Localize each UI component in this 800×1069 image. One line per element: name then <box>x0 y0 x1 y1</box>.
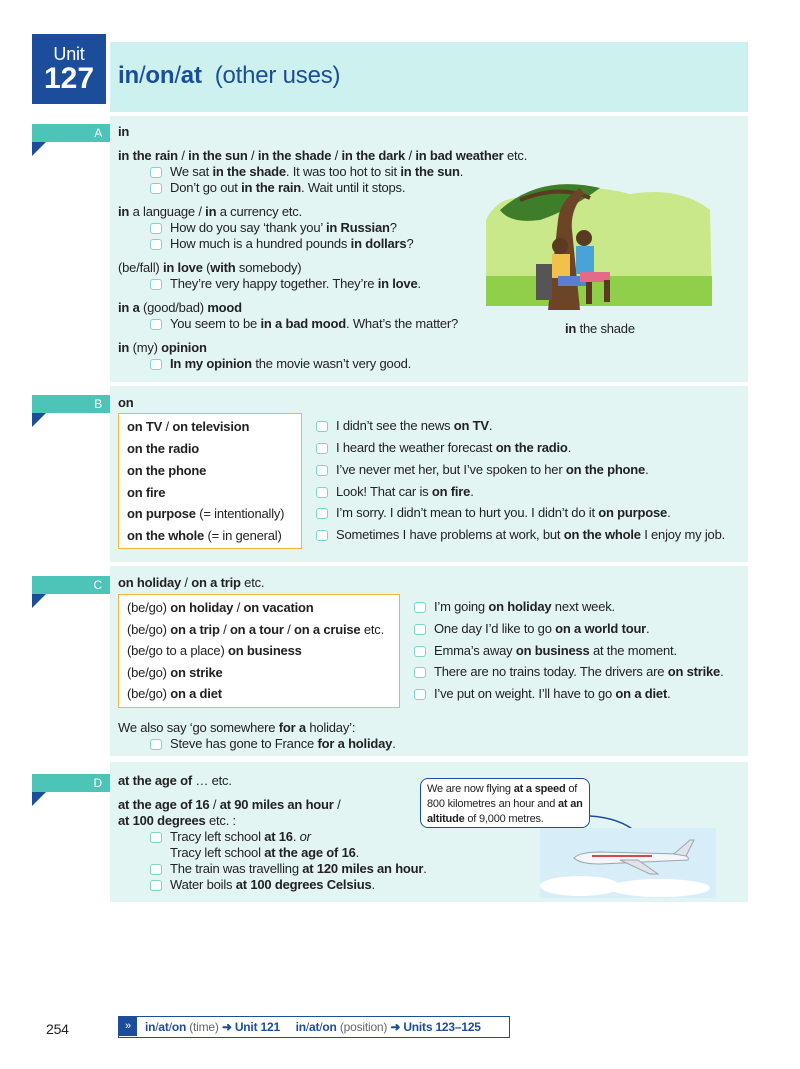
bubble-line-1: 800 kilometres an hour and at an <box>427 798 583 810</box>
c-ex3: There are no trains today. The drivers are on strike. <box>410 664 724 680</box>
d-head-line-1: at the age of 16 / at 90 miles an hour / <box>118 797 341 812</box>
section-d-heading: at the age of … etc. <box>118 773 232 788</box>
unit-number: 127 <box>43 62 95 95</box>
title-on: on <box>145 62 175 89</box>
b-box-row-5: on the whole (= in general) <box>127 528 282 543</box>
ref1-in[interactable]: in <box>145 1020 156 1034</box>
title-at: at <box>180 62 202 89</box>
title-sep-2: / <box>174 62 181 89</box>
c-ex2: Emma’s away on business at the moment. <box>410 643 677 659</box>
a-g0-head: in the rain / in the sun / in the shade / in the dark / in bad weather etc. <box>118 148 528 163</box>
section-b-heading: on <box>118 395 134 410</box>
b-ex5: Sometimes I have problems at work, but on the whole I enjoy my job. <box>312 527 725 543</box>
section-c-heading: on holiday / on a trip etc. <box>118 575 265 590</box>
c-ex4: I’ve put on weight. I’ll have to go on a diet. <box>410 686 671 702</box>
b-ex3: Look! That car is on fire. <box>312 484 474 500</box>
c-ex0: I’m going on holiday next week. <box>410 599 615 615</box>
section-a-heading: in <box>118 124 130 139</box>
c-ex1: One day I’d like to go on a world tour. <box>410 621 649 637</box>
a-g2-head: (be/fall) in love (with somebody) <box>118 260 302 275</box>
a-g3-head: in a (good/bad) mood <box>118 300 242 315</box>
c-also-note: We also say ‘go somewhere for a holiday’: <box>118 720 356 735</box>
ref2-in[interactable]: in <box>295 1020 306 1034</box>
b-box-row-1: on the radio <box>127 441 199 456</box>
c-also-example: Steve has gone to France for a holiday. <box>146 736 396 752</box>
title-rest: (other uses) <box>214 62 341 89</box>
unit-badge <box>32 34 106 104</box>
bubble-line-2: altitude of 9,000 metres. <box>427 813 544 825</box>
a-g2-ex0: They’re very happy together. They’re in love. <box>146 276 421 292</box>
section-d-tab: D <box>32 774 110 792</box>
ref1-at[interactable]: at <box>158 1020 169 1034</box>
b-ex2: I’ve never met her, but I’ve spoken to her on the phone. <box>312 462 649 478</box>
c-box-row-2: (be/go to a place) on business <box>127 643 302 658</box>
c-box-row-0: (be/go) on holiday / on vacation <box>127 600 314 615</box>
section-a-marker <box>32 142 46 156</box>
section-c-tab: C <box>32 576 110 594</box>
cross-reference-bar <box>118 1016 510 1038</box>
ref1-on[interactable]: on <box>171 1020 187 1034</box>
section-b-marker <box>32 413 46 427</box>
a-g1-head: in a language / in a currency etc. <box>118 204 302 219</box>
b-ex1: I heard the weather forecast on the radio. <box>312 440 571 456</box>
ref2-link[interactable]: ➜ Units 123–125 <box>390 1020 481 1034</box>
speech-bubble <box>420 778 590 828</box>
airplane-illustration <box>540 828 716 898</box>
section-b-box <box>118 413 302 549</box>
shade-caption: in the shade <box>565 321 635 336</box>
a-g1-ex0: How do you say ‘thank you’ in Russian? <box>146 220 397 236</box>
a-g0-ex0: We sat in the shade. It was too hot to sit in the sun. <box>146 164 463 180</box>
ref2-note: (position) <box>339 1020 388 1034</box>
title-sep-1: / <box>138 62 146 89</box>
a-g4-ex0: In my opinion the movie wasn’t very good. <box>146 356 411 372</box>
ref2-on[interactable]: on <box>322 1020 337 1034</box>
ref1-link[interactable]: ➜ Unit 121 <box>221 1020 280 1034</box>
bubble-line-0: We are now flying at a speed of <box>427 783 578 795</box>
section-a-tab: A <box>32 124 110 142</box>
ref2-sep-2: / <box>319 1020 323 1034</box>
section-c-box <box>118 594 400 708</box>
ref1-sep-1: / <box>155 1020 159 1034</box>
page-number: 254 <box>46 1021 69 1037</box>
section-c-marker <box>32 594 46 608</box>
d-ex2: The train was travelling at 120 miles an hour. <box>146 861 427 877</box>
title-in: in <box>118 62 139 89</box>
b-box-row-3: on fire <box>127 485 166 500</box>
b-box-row-4: on purpose (= intentionally) <box>127 506 285 521</box>
ref2-at[interactable]: at <box>309 1020 320 1034</box>
a-g3-ex0: You seem to be in a bad mood. What’s the matter? <box>146 316 458 332</box>
b-box-row-0: on TV / on television <box>127 419 250 434</box>
a-g4-head: in (my) opinion <box>118 340 207 355</box>
a-g0-ex1: Don’t go out in the rain. Wait until it stops. <box>146 180 405 196</box>
d-ex0: Tracy left school at 16. or <box>146 829 311 845</box>
double-chevron-icon: » <box>119 1017 137 1036</box>
page-title <box>118 62 340 90</box>
b-ex0: I didn’t see the news on TV. <box>312 418 492 434</box>
d-head-line-2: at 100 degrees etc. : <box>118 813 236 828</box>
c-box-row-4: (be/go) on a diet <box>127 686 222 701</box>
a-g1-ex1: How much is a hundred pounds in dollars? <box>146 236 413 252</box>
ref1-note: (time) <box>189 1020 219 1034</box>
section-b-tab: B <box>32 395 110 413</box>
d-ex1: Tracy left school at the age of 16. <box>170 845 360 860</box>
b-box-row-2: on the phone <box>127 463 207 478</box>
unit-label: Unit <box>53 44 85 64</box>
d-ex3: Water boils at 100 degrees Celsius. <box>146 877 375 893</box>
ref2-sep-1: / <box>305 1020 309 1034</box>
ref1-sep-2: / <box>168 1020 172 1034</box>
c-box-row-3: (be/go) on strike <box>127 665 223 680</box>
shade-illustration <box>480 180 716 320</box>
b-ex4: I’m sorry. I didn’t mean to hurt you. I didn’t do it on purpose. <box>312 505 670 521</box>
section-d-marker <box>32 792 46 806</box>
c-box-row-1: (be/go) on a trip / on a tour / on a cruise etc. <box>127 622 385 637</box>
